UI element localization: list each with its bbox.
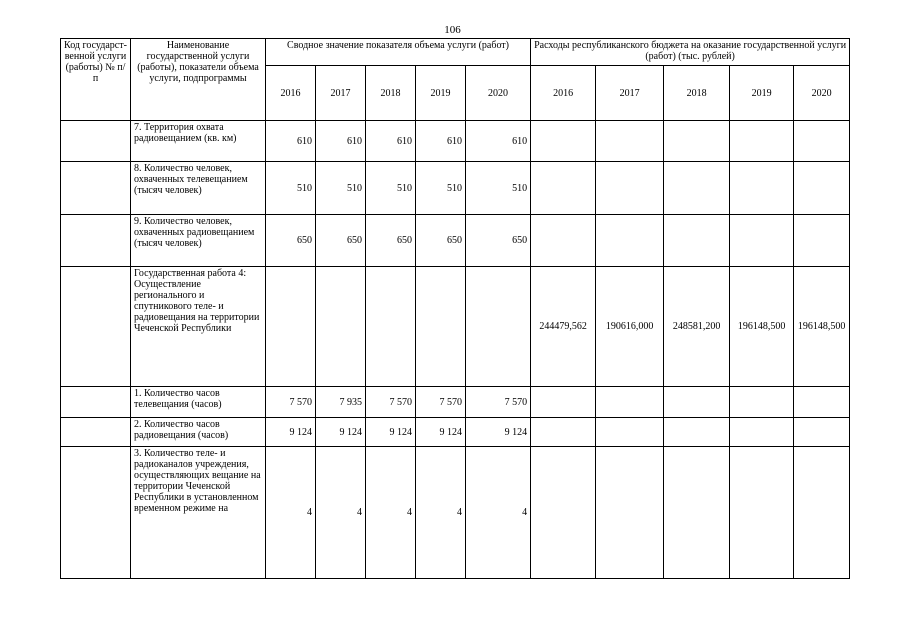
row-code bbox=[61, 387, 131, 418]
row-code bbox=[61, 215, 131, 267]
volume-cell: 7 935 bbox=[316, 387, 366, 418]
table-row bbox=[61, 121, 850, 162]
volume-cell: 610 bbox=[266, 121, 316, 162]
row-code bbox=[61, 418, 131, 447]
volume-cell: 7 570 bbox=[416, 387, 466, 418]
budget-cell bbox=[596, 447, 664, 579]
volume-cell bbox=[416, 267, 466, 387]
volume-cell: 9 124 bbox=[466, 418, 531, 447]
budget-cell bbox=[596, 215, 664, 267]
budget-cell bbox=[596, 121, 664, 162]
volume-cell: 4 bbox=[316, 447, 366, 579]
volume-cell: 650 bbox=[416, 215, 466, 267]
table-row bbox=[61, 447, 850, 579]
budget-cell: 196148,500 bbox=[730, 267, 794, 387]
volume-cell: 4 bbox=[416, 447, 466, 579]
volume-cell: 610 bbox=[466, 121, 531, 162]
header-volume-year: 2019 bbox=[416, 66, 466, 121]
volume-cell: 650 bbox=[366, 215, 416, 267]
budget-cell bbox=[531, 387, 596, 418]
header-volume-group: Сводное значение показателя объема услуги (работ) bbox=[266, 39, 531, 66]
volume-cell: 9 124 bbox=[316, 418, 366, 447]
volume-cell: 650 bbox=[316, 215, 366, 267]
budget-cell bbox=[794, 418, 850, 447]
budget-cell bbox=[664, 162, 730, 215]
header-volume-year: 2020 bbox=[466, 66, 531, 121]
row-code bbox=[61, 447, 131, 579]
volume-cell bbox=[466, 267, 531, 387]
volume-cell: 7 570 bbox=[366, 387, 416, 418]
header-volume-year: 2016 bbox=[266, 66, 316, 121]
volume-cell: 510 bbox=[266, 162, 316, 215]
budget-cell bbox=[794, 121, 850, 162]
budget-cell bbox=[531, 215, 596, 267]
row-name: Государственная работа 4: Осуществление регионального и спутникового теле- и радиовещания на территории Чеченской Республики bbox=[131, 267, 266, 387]
budget-cell bbox=[531, 418, 596, 447]
table-row bbox=[61, 215, 850, 267]
row-code bbox=[61, 121, 131, 162]
volume-cell: 610 bbox=[316, 121, 366, 162]
budget-cell bbox=[596, 418, 664, 447]
header-budget-year: 2016 bbox=[531, 66, 596, 121]
row-name: 9. Количество человек, охваченных радиовещанием (тысяч человек) bbox=[131, 215, 266, 267]
volume-cell: 4 bbox=[366, 447, 416, 579]
volume-cell: 510 bbox=[416, 162, 466, 215]
header-budget-year: 2018 bbox=[664, 66, 730, 121]
volume-cell bbox=[366, 267, 416, 387]
row-name: 7. Территория охвата радиовещанием (кв. км) bbox=[131, 121, 266, 162]
budget-cell bbox=[664, 387, 730, 418]
budget-cell bbox=[730, 418, 794, 447]
header-volume-year: 2018 bbox=[366, 66, 416, 121]
volume-cell: 9 124 bbox=[266, 418, 316, 447]
volume-cell: 7 570 bbox=[466, 387, 531, 418]
volume-cell: 650 bbox=[266, 215, 316, 267]
volume-cell bbox=[266, 267, 316, 387]
table-row bbox=[61, 418, 850, 447]
row-code bbox=[61, 162, 131, 215]
volume-cell: 510 bbox=[316, 162, 366, 215]
budget-cell: 190616,000 bbox=[596, 267, 664, 387]
header-budget-year: 2019 bbox=[730, 66, 794, 121]
header-name: Наименование государственной услуги (работы), показатели объема услуги, подпрограммы bbox=[131, 39, 266, 121]
budget-cell bbox=[730, 387, 794, 418]
budget-cell bbox=[664, 215, 730, 267]
budget-cell bbox=[794, 162, 850, 215]
budget-cell bbox=[664, 418, 730, 447]
budget-cell bbox=[730, 447, 794, 579]
budget-table bbox=[60, 38, 850, 579]
volume-cell: 4 bbox=[266, 447, 316, 579]
volume-cell: 9 124 bbox=[416, 418, 466, 447]
volume-cell: 610 bbox=[416, 121, 466, 162]
budget-cell bbox=[664, 447, 730, 579]
volume-cell bbox=[316, 267, 366, 387]
volume-cell: 510 bbox=[366, 162, 416, 215]
volume-cell: 610 bbox=[366, 121, 416, 162]
volume-cell: 7 570 bbox=[266, 387, 316, 418]
budget-cell bbox=[730, 162, 794, 215]
budget-cell: 248581,200 bbox=[664, 267, 730, 387]
budget-cell bbox=[730, 215, 794, 267]
budget-cell bbox=[664, 121, 730, 162]
header-volume-year: 2017 bbox=[316, 66, 366, 121]
header-code: Код государст-венной услуги (работы) № п/п bbox=[61, 39, 131, 121]
volume-cell: 9 124 bbox=[366, 418, 416, 447]
header-budget-group: Расходы республиканского бюджета на оказание государственной услуги (работ) (тыс. рублей) bbox=[531, 39, 850, 66]
budget-cell: 244479,562 bbox=[531, 267, 596, 387]
budget-cell: 196148,500 bbox=[794, 267, 850, 387]
row-name: 3. Количество теле- и радиоканалов учреждения, осуществляющих вещание на территории Чеченской Республики в установленном временном режиме на bbox=[131, 447, 266, 579]
budget-cell bbox=[531, 162, 596, 215]
budget-cell bbox=[794, 215, 850, 267]
header-budget-year: 2020 bbox=[794, 66, 850, 121]
budget-cell bbox=[794, 447, 850, 579]
volume-cell: 4 bbox=[466, 447, 531, 579]
row-code bbox=[61, 267, 131, 387]
budget-cell bbox=[794, 387, 850, 418]
row-name: 1. Количество часов телевещания (часов) bbox=[131, 387, 266, 418]
volume-cell: 650 bbox=[466, 215, 531, 267]
budget-cell bbox=[730, 121, 794, 162]
table-row bbox=[61, 162, 850, 215]
page-number: 106 bbox=[444, 24, 461, 36]
budget-cell bbox=[596, 162, 664, 215]
row-name: 2. Количество часов радиовещания (часов) bbox=[131, 418, 266, 447]
header-budget-year: 2017 bbox=[596, 66, 664, 121]
budget-cell bbox=[531, 121, 596, 162]
row-name: 8. Количество человек, охваченных телевещанием (тысяч человек) bbox=[131, 162, 266, 215]
table-row bbox=[61, 387, 850, 418]
table-row bbox=[61, 267, 850, 387]
budget-cell bbox=[596, 387, 664, 418]
budget-cell bbox=[531, 447, 596, 579]
volume-cell: 510 bbox=[466, 162, 531, 215]
